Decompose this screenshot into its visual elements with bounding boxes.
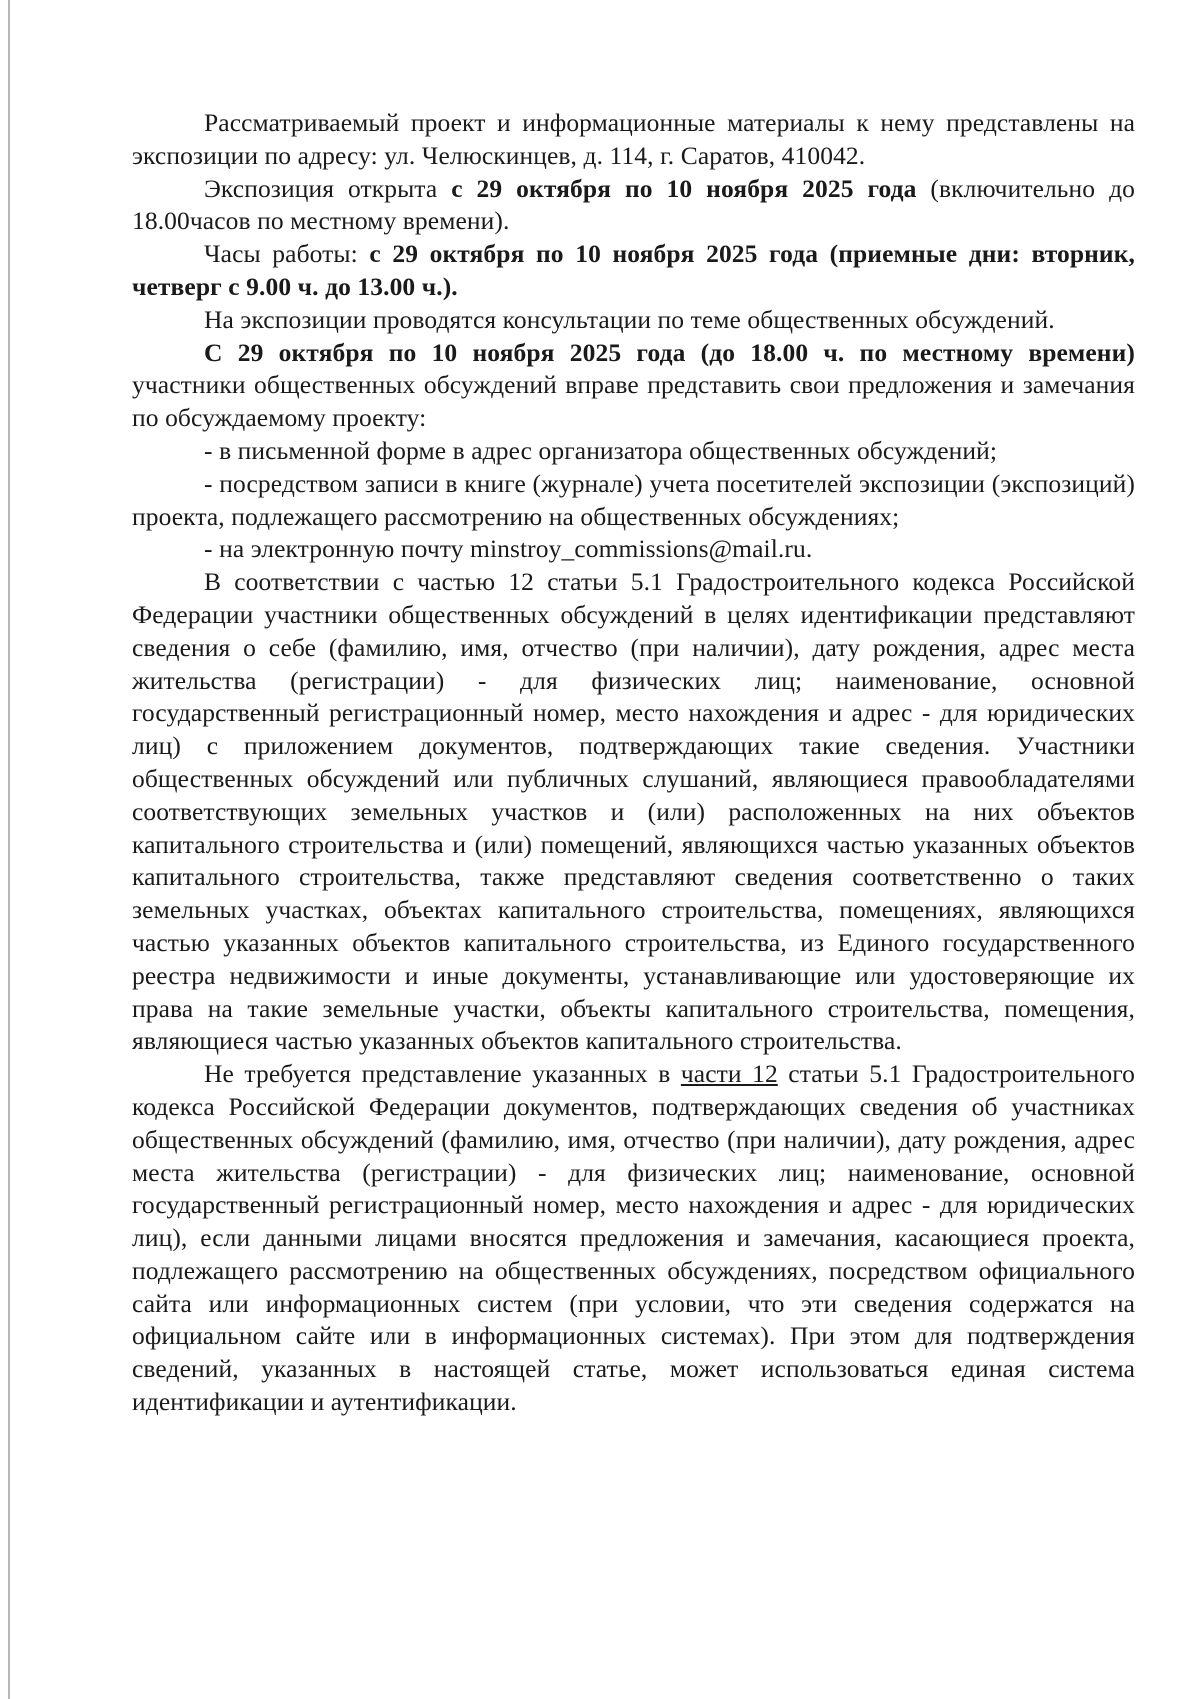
- paragraph-working-hours: [132, 238, 1135, 304]
- document-body: [132, 107, 1135, 1419]
- paragraph-identification: В соответствии с частью 12 статьи 5.1 Градостроительного кодекса Российской Федерации участники общественных обсуждений в целях идентификации представляют сведения о себе (фамилию, имя, отчество (при наличии), дату рождения, адрес места жительства (регистрации) - для физических лиц; наименование, основной государственный регистрационный номер, место нахождения и адрес - для юридических лиц) с приложением документов, подтверждающих такие сведения. Участники общественных обсуждений или публичных слушаний, являющиеся правообладателями соответствующих земельных участков и (или) расположенных на них объектов капитального строительства и (или) помещений, являющихся частью указанных объектов капитального строительства, также представляют сведения соответственно о таких земельных участках, объектах капитального строительства, помещениях, являющихся частью указанных объектов капитального строительства, из Единого государственного реестра недвижимости и иные документы, устанавливающие или удостоверяющие их права на такие земельные участки, объекты капитального строительства, помещения, являющиеся частью указанных объектов капитального строительства.: [132, 567, 1135, 1056]
- exposition-dates-bold: с 29 октября по 10 ноября 2025 года: [451, 173, 917, 203]
- paragraph-consultations: На экспозиции проводятся консультации по теме общественных обсуждений.: [204, 304, 1055, 334]
- scan-border: [0, 0, 10, 1699]
- paragraph-exposition-location: Рассматриваемый проект и информационные материалы к нему представлены на экспозиции по адресу: ул. Челюскинцев, д. 114, г. Саратов, 410042.: [132, 108, 1135, 170]
- law-reference-link[interactable]: части 12: [680, 1059, 778, 1089]
- paragraph-proposals-period: [132, 337, 1135, 435]
- exemption-pre: Не требуется представление указанных в: [204, 1059, 681, 1089]
- list-item-email: - на электронную почту minstroy_commissions@mail.ru.: [204, 534, 813, 564]
- exemption-post: статьи 5.1 Градостроительного кодекса Российской Федерации документов, подтверждающих сведения об участниках общественных обсуждений (фамилию, имя, отчество (при наличии), дату рождения, адрес места жительства (регистрации) - для физических лиц; наименование, основной государственный регистрационный номер, место нахождения и адрес - для юридических лиц), если данными лицами вносятся предложения и замечания, касающиеся проекта, подлежащего рассмотрению на общественных обсуждениях, посредством официального сайта или информационных систем (при условии, что эти сведения содержатся на официальном сайте или в информационных системах). При этом для подтверждения сведений, указанных в настоящей статье, может использоваться единая система идентификации и аутентификации.: [132, 1059, 1135, 1417]
- exposition-dates-pre: Экспозиция открыта: [204, 173, 452, 203]
- paragraph-exposition-dates: [132, 173, 1135, 239]
- working-hours-pre: Часы работы:: [204, 239, 370, 269]
- working-hours-bold: с 29 октября по 10 ноября 2025 года (приемные дни: вторник, четверг с 9.00 ч. до 13.00 ч.).: [132, 239, 1135, 301]
- proposals-period-post: участники общественных обсуждений вправе представить свои предложения и замечания по обсуждаемому проекту:: [132, 370, 1135, 433]
- list-item-written-form: - в письменной форме в адрес организатора общественных обсуждений;: [204, 435, 998, 465]
- paragraph-exemption: [132, 1058, 1135, 1419]
- list-item-visitor-book: - посредством записи в книге (журнале) учета посетителей экспозиции (экспозиций) проекта, подлежащего рассмотрению на общественных обсуждениях;: [132, 468, 1135, 531]
- exposition-dates-post: (включительно до 18.00часов по местному времени).: [132, 173, 1135, 236]
- proposals-period-bold: С 29 октября по 10 ноября 2025 года (до 18.00 ч. по местному времени): [204, 337, 1135, 367]
